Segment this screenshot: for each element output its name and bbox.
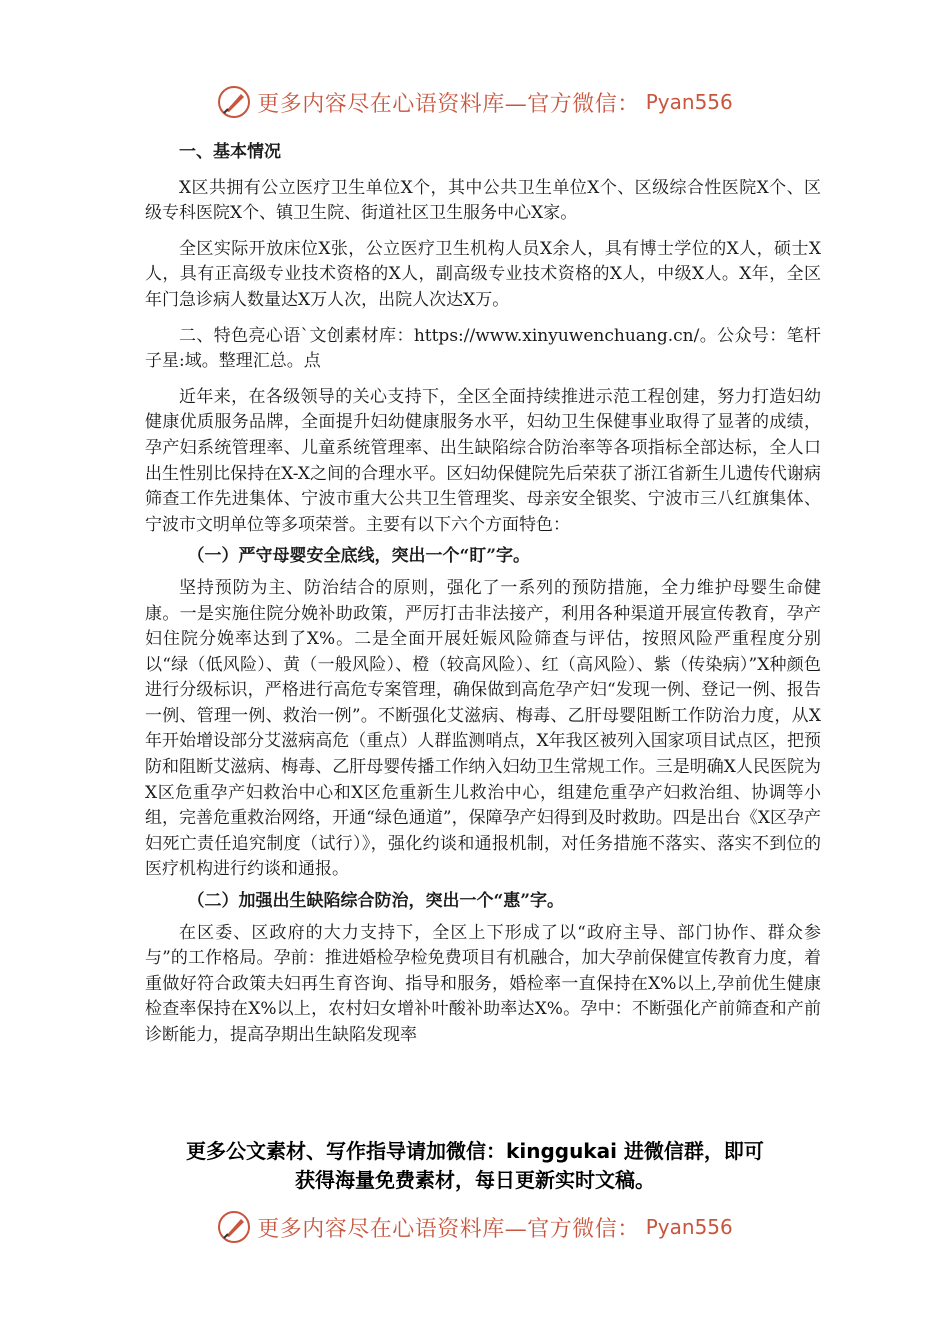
quill-logo-icon (217, 1210, 251, 1244)
subsection-heading-2: （二）加强出生缺陷综合防治，突出一个“惠”字。 (187, 891, 565, 912)
bottom-watermark-banner (0, 1207, 950, 1247)
document-body (145, 140, 821, 1049)
promo-notice-line: 获得海量免费素材，每日更新实时文稿。 (295, 1168, 655, 1192)
quill-logo-icon (217, 85, 251, 119)
promo-notice-line: 更多公文素材、写作指导请加微信：kinggukai 进微信群，即可 (186, 1139, 764, 1163)
banner-text: 更多内容尽在心语资料库—官方微信： (257, 1216, 640, 1242)
paragraph: 近年来，在各级领导的关心支持下，全区全面持续推进示范工程创建，努力打造妇幼健康优质服务品牌，全面提升妇幼健康服务水平，妇幼卫生保健事业取得了显著的成绩，孕产妇系统管理率、儿童系统管理率、出生缺陷综合防治率等各项指标全部达标，全人口出生性别比保持在X-X之间的合理水平。区妇幼保健院先后荣获了浙江省新生儿遗传代谢病筛查工作先进集体、宁波市重大公共卫生管理奖、母亲安全银奖、宁波市三八红旗集体、宁波市文明单位等多项荣誉。主要有以下六个方面特色： (145, 386, 821, 535)
subsection-heading-1: （一）严守母婴安全底线，突出一个“盯”字。 (187, 546, 531, 567)
paragraph: 坚持预防为主、防治结合的原则，强化了一系列的预防措施，全力维护母婴生命健康。一是实施住院分娩补助政策，严厉打击非法接产，利用各种渠道开展宣传教育，孕产妇住院分娩率达到了X%。二是全面开展妊娠风险筛查与评估，按照风险严重程度分别以“绿（低风险）、黄（一般风险）、橙（较高风险）、红（高风险）、紫（传染病）”X种颜色进行分级标识，严格进行高危专案管理，确保做到高危孕产妇“发现一例、登记一例、报告一例、管理一例、救治一例”。不断强化艾滋病、梅毒、乙肝母婴阻断工作防治力度，从X年开始增设部分艾滋病高危（重点）人群监测哨点，X年我区被列入国家项目试点区，把预防和阻断艾滋病、梅毒、乙肝母婴传播工作纳入妇幼卫生常规工作。三是明确X人民医院为X区危重孕产妇救治中心和X区危重新生儿救治中心，组建危重孕产妇救治组、协调等小组，完善危重救治网络，开通“绿色通道”，保障孕产妇得到及时救助。四是出台《X区孕产妇死亡责任追究制度（试行）》，强化约谈和通报机制，对任务措施不落实、落实不到位的医疗机构进行约谈和通报。 (145, 577, 821, 880)
paragraph: 在区委、区政府的大力支持下，全区上下形成了以“政府主导、部门协作、群众参与”的工作格局。孕前：推进婚检孕检免费项目有机融合，加大孕前保健宣传教育力度，着重做好符合政策夫妇再生育咨询、指导和服务，婚检率一直保持在X%以上,孕前优生健康检查率保持在X%以上，农村妇女增补叶酸补助率达X%。孕中：不断强化产前筛查和产前诊断能力，提高孕期出生缺陷发现率 (145, 922, 821, 1045)
banner-wechat-id: Pyan556 (645, 90, 733, 114)
banner-text: 更多内容尽在心语资料库—官方微信： (257, 91, 640, 117)
section-heading-features: 二、特色亮心语`文创素材库：https://www.xinyuwenchuang.cn/。公众号：笔杆子星:域。整理汇总。点 (145, 325, 821, 372)
paragraph: X区共拥有公立医疗卫生单位X个，其中公共卫生单位X个、区级综合性医院X个、区级专科医院X个、镇卫生院、街道社区卫生服务中心X家。 (145, 177, 821, 224)
promo-notice (0, 1137, 950, 1195)
section-heading-basic: 一、基本情况 (179, 142, 281, 162)
banner-wechat-id: Pyan556 (645, 1215, 733, 1239)
top-watermark-banner (0, 82, 950, 122)
paragraph: 全区实际开放床位X张，公立医疗卫生机构人员X余人，具有博士学位的X人，硕士X人，具有正高级专业技术资格的X人，副高级专业技术资格的X人，中级X人。X年，全区年门急诊病人数量达X万人次，出院人次达X万。 (145, 238, 821, 310)
